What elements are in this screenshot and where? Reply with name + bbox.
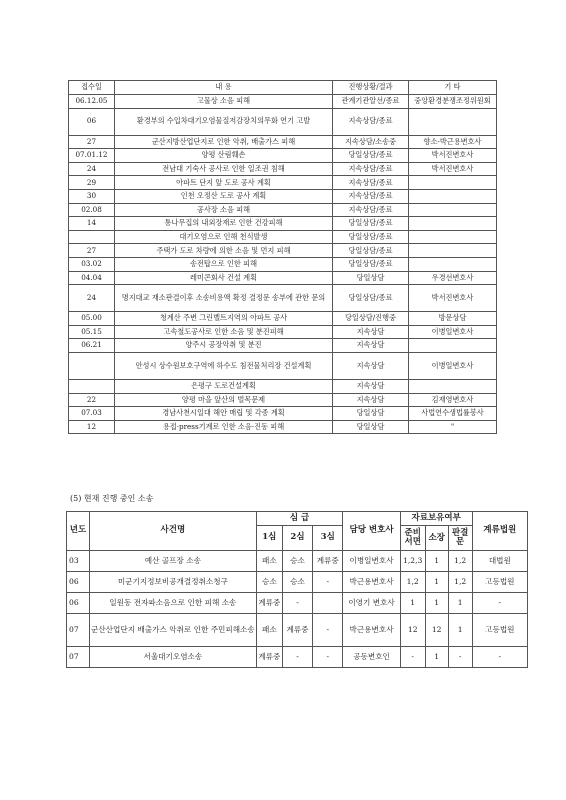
- cell-year: 07: [67, 647, 90, 668]
- cell-content: 전남대 기숙사 공사로 인한 일조권 침해: [115, 162, 333, 176]
- cell-note: 사법연수생법률봉사: [409, 407, 497, 421]
- cell-case: 예산 골프장 소송: [89, 551, 256, 572]
- cell-date: 30: [69, 189, 115, 203]
- cell-year: 07: [67, 614, 90, 647]
- cell-docs-judgment: 1,2: [448, 572, 472, 593]
- cell-trial-1: 승소: [256, 572, 282, 593]
- header-trial-1: 1심: [256, 526, 282, 551]
- table-row: [69, 257, 497, 271]
- cell-date: 24: [69, 285, 115, 312]
- cell-date: 14: [69, 217, 115, 231]
- cell-date: 27: [69, 244, 115, 258]
- cell-case: 서울대기오염소송: [89, 647, 256, 668]
- cell-date: 06.21: [69, 339, 115, 353]
- cell-content: 고속철도공사로 인한 소음 및 분진피해: [115, 325, 333, 339]
- cell-lawyer: 박근용변호사: [343, 572, 400, 593]
- table-row: [69, 149, 497, 163]
- cell-status: 지속상담: [333, 325, 409, 339]
- table-row: [69, 379, 497, 393]
- header-date: 접수일: [69, 81, 115, 95]
- cell-docs-judgment: -: [448, 647, 472, 668]
- cell-case: 군산산업단지 배출가스 악취로 인한 주민피해소송: [89, 614, 256, 647]
- header-note: 기 타: [409, 81, 497, 95]
- cell-note: 중앙환경분쟁조정위원회: [409, 95, 497, 109]
- cell-note: [409, 244, 497, 258]
- cell-docs-complaint: 12: [425, 614, 448, 647]
- table-row: [67, 572, 528, 593]
- table-row: [69, 271, 497, 285]
- cell-status: 당일상담/종료: [333, 285, 409, 312]
- cell-status: 당일상담/종료: [333, 257, 409, 271]
- cell-year: 06: [67, 593, 90, 614]
- table-row: [69, 352, 497, 379]
- cell-note: 박서진변호사: [409, 149, 497, 163]
- cell-court: -: [472, 593, 527, 614]
- cell-docs-complaint: 1: [425, 593, 448, 614]
- header-docs-complaint: 소장: [425, 526, 448, 551]
- cell-trial-2: 승소: [282, 572, 312, 593]
- cell-date: [69, 230, 115, 244]
- cell-docs-judgment: 1: [448, 593, 472, 614]
- header-court: 계류법원: [472, 512, 527, 551]
- cell-date: 05.15: [69, 325, 115, 339]
- cell-status: 지속상담/종료: [333, 203, 409, 217]
- lawsuit-table: [66, 511, 528, 668]
- cell-docs-brief: 12: [400, 614, 425, 647]
- header-docs: 자료보유여부: [400, 512, 472, 526]
- cell-content: 양평 산림훼손: [115, 149, 333, 163]
- table-row: [69, 407, 497, 421]
- cell-docs-complaint: 1: [425, 572, 448, 593]
- table-row: [69, 339, 497, 353]
- header-docs-brief: 준비서면: [400, 526, 425, 551]
- cell-trial-1: 계류중: [256, 647, 282, 668]
- cell-content: 송전탑으로 인한 피해: [115, 257, 333, 271]
- table-row: [69, 285, 497, 312]
- cell-note: 김재영변호사: [409, 393, 497, 407]
- cell-note: [409, 217, 497, 231]
- table-row: [67, 614, 528, 647]
- cell-content: 안성시 상수원보호구역에 하수도 침전물처리장 건설계획: [115, 352, 333, 379]
- cell-date: 07.03: [69, 407, 115, 421]
- header-docs-judgment: 판결문: [448, 526, 472, 551]
- cell-docs-brief: -: [400, 647, 425, 668]
- cell-docs-complaint: 1: [425, 647, 448, 668]
- header-status: 진행상황/결과: [333, 81, 409, 95]
- section-title: (5) 현재 진행 중인 소송: [70, 494, 154, 503]
- table-row: [69, 162, 497, 176]
- cell-case: 일원동 전자파소음으로 인한 피해 소송: [89, 593, 256, 614]
- cell-status: 지속상담/종료: [333, 176, 409, 190]
- cell-note: 향소-박근용변호사: [409, 135, 497, 149]
- table-row: [69, 312, 497, 326]
- cell-status: 지속상담: [333, 393, 409, 407]
- cell-trial-2: 승소: [282, 551, 312, 572]
- cell-trial-3: 계류중: [313, 551, 343, 572]
- cell-status: 당일상담/종료: [333, 217, 409, 231]
- cell-content: 주택가 도로 차량에 의한 소음 및 먼지 피해: [115, 244, 333, 258]
- cell-docs-judgment: 1: [448, 614, 472, 647]
- table-row: [69, 244, 497, 258]
- cell-year: 03: [67, 551, 90, 572]
- cell-date: 12: [69, 420, 115, 434]
- cell-note: [409, 176, 497, 190]
- cell-content: 명지대교 재소판결이후 소송비용액 확정 결정문 송부에 관한 문의: [115, 285, 333, 312]
- cell-status: 당일상담: [333, 420, 409, 434]
- cell-court: 고등법원: [472, 614, 527, 647]
- cell-status: 당일상담/종료: [333, 230, 409, 244]
- cell-content: 은평구 도로건설계획: [115, 379, 333, 393]
- cell-content: 고물상 소음 피해: [115, 95, 333, 109]
- cell-content: 군산지방산업단지로 인한 악취, 배출가스 피해: [115, 135, 333, 149]
- cell-date: 29: [69, 176, 115, 190]
- cell-note: 이병일변호사: [409, 352, 497, 379]
- cell-status: 지속상담: [333, 379, 409, 393]
- cell-docs-brief: 1,2,3: [400, 551, 425, 572]
- cell-trial-1: 계류중: [256, 593, 282, 614]
- cell-note: [409, 230, 497, 244]
- cell-lawyer: 이병일변호사: [343, 551, 400, 572]
- cell-date: 05.00: [69, 312, 115, 326]
- table-header-row: [69, 81, 497, 95]
- cell-date: 07.01.12: [69, 149, 115, 163]
- cell-status: 지속상담/소송중: [333, 135, 409, 149]
- cell-content: 청계산 주변 그린벨트지역의 아파트 공사: [115, 312, 333, 326]
- cell-status: 당일상담/종료: [333, 244, 409, 258]
- cell-docs-brief: 1: [400, 593, 425, 614]
- cell-court: 대법원: [472, 551, 527, 572]
- cell-trial-3: -: [313, 647, 343, 668]
- table-row: [69, 95, 497, 109]
- cell-trial-3: -: [313, 614, 343, 647]
- table-row: [69, 189, 497, 203]
- header-content: 내 용: [115, 81, 333, 95]
- cell-trial-2: -: [282, 593, 312, 614]
- cell-note: 박서진변호사: [409, 162, 497, 176]
- cell-note: 우경선변호사: [409, 271, 497, 285]
- cell-trial-2: -: [282, 647, 312, 668]
- cell-date: 27: [69, 135, 115, 149]
- cell-date: 24: [69, 162, 115, 176]
- table-row: [69, 217, 497, 231]
- cell-content: 대기오염으로 인해 천식발생: [115, 230, 333, 244]
- table-row: [67, 551, 528, 572]
- table-row: [69, 176, 497, 190]
- cell-content: 공사장 소음 피해: [115, 203, 333, 217]
- cell-note: [409, 257, 497, 271]
- cell-note: [409, 339, 497, 353]
- cell-note: 이병일변호사: [409, 325, 497, 339]
- cell-lawyer: 박근용변호사: [343, 614, 400, 647]
- cell-status: 지속상담/종료: [333, 162, 409, 176]
- cell-trial-3: -: [313, 572, 343, 593]
- table-row: [69, 230, 497, 244]
- cell-date: 02.08: [69, 203, 115, 217]
- cell-date: [69, 379, 115, 393]
- consultation-table: [68, 80, 497, 434]
- cell-trial-1: 패소: [256, 551, 282, 572]
- table-row: [69, 325, 497, 339]
- cell-content: 인천 오정산 도로 공사 계획: [115, 189, 333, 203]
- cell-status: 당일상담/종료: [333, 149, 409, 163]
- cell-lawyer: 공동변호인: [343, 647, 400, 668]
- header-trial-2: 2심: [282, 526, 312, 551]
- cell-note: 방문상담: [409, 312, 497, 326]
- cell-date: 04.04: [69, 271, 115, 285]
- table-row: [69, 108, 497, 135]
- cell-date: 03.02: [69, 257, 115, 271]
- header-trial-3: 3심: [313, 526, 343, 551]
- header-lawyer: 담당 변호사: [343, 512, 400, 551]
- cell-content: 레미콘회사 건설 계획: [115, 271, 333, 285]
- cell-lawyer: 이영기 변호사: [343, 593, 400, 614]
- cell-note: [409, 189, 497, 203]
- cell-note: 박서진변호사: [409, 285, 497, 312]
- cell-trial-3: [313, 593, 343, 614]
- header-year: 년도: [67, 512, 90, 551]
- table-row: [67, 593, 528, 614]
- cell-status: 관계기관알선/종료: [333, 95, 409, 109]
- cell-status: 당일상담: [333, 407, 409, 421]
- table-header-row: [67, 512, 528, 526]
- cell-case: 미군기지정보비공개결정취소청구: [89, 572, 256, 593]
- table-row: [69, 420, 497, 434]
- cell-date: 06.12.05: [69, 95, 115, 109]
- cell-trial-2: 계류중: [282, 614, 312, 647]
- cell-docs-complaint: 1: [425, 551, 448, 572]
- cell-content: 경남사천시일대 해안 매립 및 각종 계획: [115, 407, 333, 421]
- cell-status: 지속상담/종료: [333, 108, 409, 135]
- cell-content: 양주시 공장악취 및 분진: [115, 339, 333, 353]
- cell-content: 아파트 단지 앞 도로 공사 계획: [115, 176, 333, 190]
- cell-status: 지속상담/종료: [333, 189, 409, 203]
- cell-content: 통나무집의 내외장재로 인한 건강피해: [115, 217, 333, 231]
- cell-date: 06: [69, 108, 115, 135]
- cell-court: 고등법원: [472, 572, 527, 593]
- table-row: [69, 135, 497, 149]
- cell-note: [409, 108, 497, 135]
- cell-note: [409, 379, 497, 393]
- cell-content: 환경부의 수입차대기오염물질저감장치의무화 연기 고발: [115, 108, 333, 135]
- cell-note: [409, 203, 497, 217]
- cell-trial-1: 패소: [256, 614, 282, 647]
- cell-status: 지속상담: [333, 339, 409, 353]
- cell-docs-brief: 1,2: [400, 572, 425, 593]
- cell-content: 용접·press기계로 인한 소음·진동 피해: [115, 420, 333, 434]
- table-row: [69, 203, 497, 217]
- header-trial: 심 급: [256, 512, 343, 526]
- cell-note: ": [409, 420, 497, 434]
- cell-status: 지속상담: [333, 352, 409, 379]
- cell-date: 22: [69, 393, 115, 407]
- cell-docs-judgment: 1,2: [448, 551, 472, 572]
- cell-date: [69, 352, 115, 379]
- cell-content: 양평 마을 앞산의 벌목문제: [115, 393, 333, 407]
- table-row: [67, 647, 528, 668]
- table-row: [69, 393, 497, 407]
- cell-year: 06: [67, 572, 90, 593]
- cell-status: 당일상담: [333, 271, 409, 285]
- header-case: 사건명: [89, 512, 256, 551]
- cell-status: 당일상담/진행중: [333, 312, 409, 326]
- cell-court: -: [472, 647, 527, 668]
